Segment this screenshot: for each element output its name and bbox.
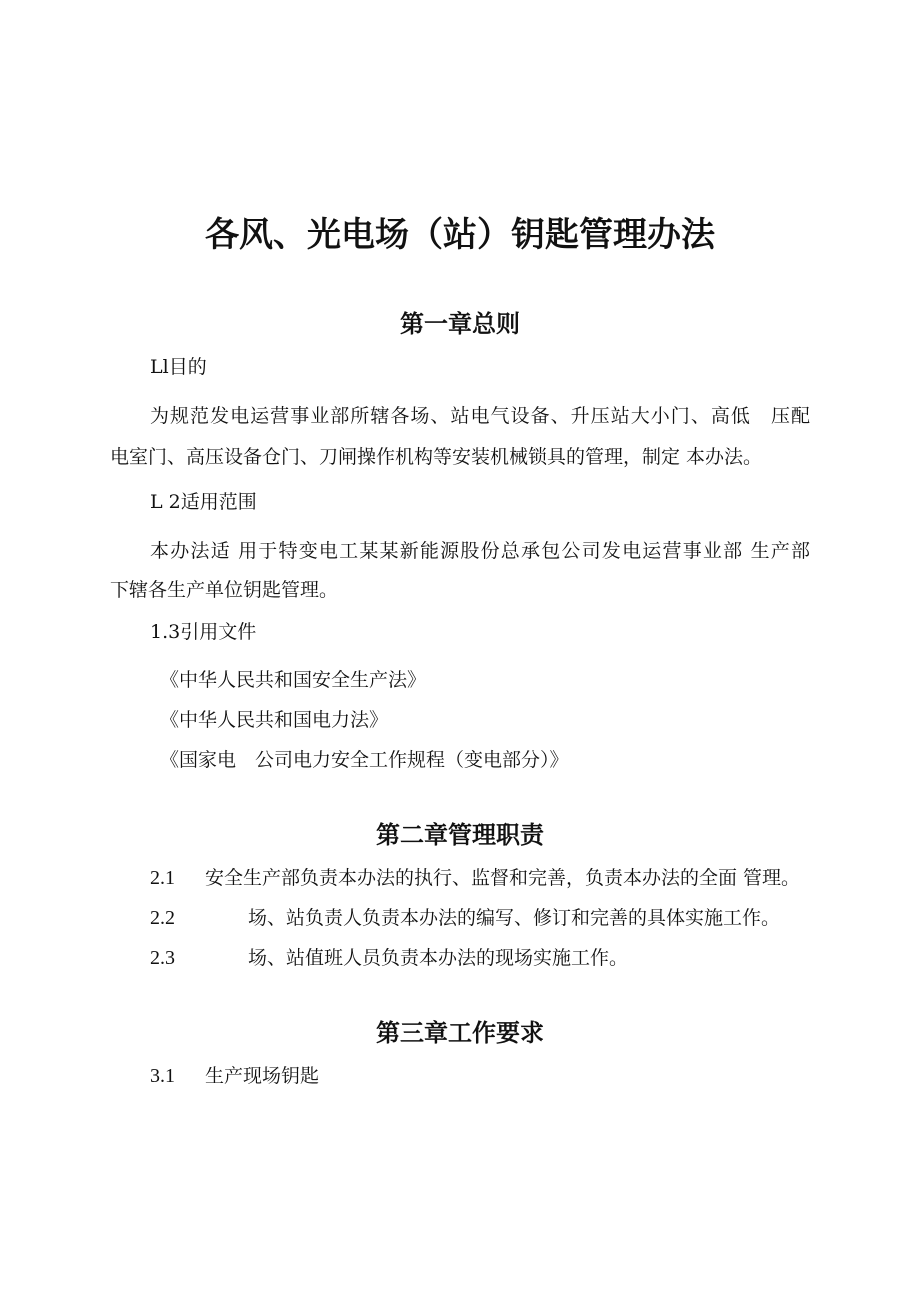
section-1-3-heading: 1.3引用文件: [150, 621, 257, 643]
item-number: 3.1: [150, 1065, 175, 1087]
section-1-1-heading: Ll目的: [150, 356, 207, 378]
section-1-1-line-1: 为规范发电运营事业部所辖各场、站电气设备、升压站大小门、高低 压配: [150, 405, 810, 427]
item-text: 场、站负责人负责本办法的编写、修订和完善的具体实施工作。: [248, 907, 781, 929]
chapter-2-heading: 第二章管理职责: [376, 821, 544, 849]
item-number: 2.1: [150, 867, 175, 889]
section-1-2-heading: L 2适用范围: [150, 491, 257, 513]
reference-item: 《中华人民共和国安全生产法》: [160, 669, 427, 691]
reference-item: 《国家电 公司电力安全工作规程（变电部分）》: [160, 749, 569, 771]
section-1-2-line-1: 本办法适 用于特变电工某某新能源股份总承包公司发电运营事业部 生产部: [150, 540, 810, 562]
item-text: 生产现场钥匙: [205, 1065, 320, 1087]
chapter-3-heading: 第三章工作要求: [376, 1019, 544, 1047]
item-number: 2.3: [150, 947, 175, 969]
item-text: 场、站值班人员负责本办法的现场实施工作。: [248, 947, 629, 969]
item-number: 2.2: [150, 907, 175, 929]
document-title: 各风、光电场（站）钥匙管理办法: [205, 215, 715, 255]
item-text: 安全生产部负责本办法的执行、监督和完善，负责本办法的全面 管理。: [205, 867, 801, 889]
section-1-2-line-2: 下辖各生产单位钥匙管理。: [110, 579, 339, 601]
section-1-1-line-2: 电室门、高压设备仓门、刀闸操作机构等安装机械锁具的管理，制定 本办法。: [110, 446, 763, 468]
chapter-1-heading: 第一章总则: [400, 310, 520, 338]
reference-item: 《中华人民共和国电力法》: [160, 709, 389, 731]
